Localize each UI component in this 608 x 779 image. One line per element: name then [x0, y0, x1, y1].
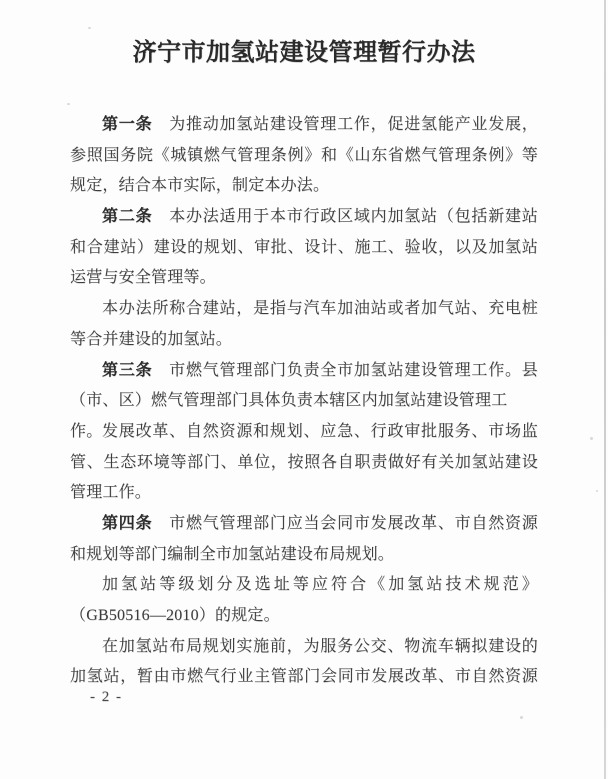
text-line: 参照国务院《城镇燃气管理条例》和《山东省燃气管理条例》等 [70, 146, 538, 164]
text-line: 第一条 为推动加氢站建设管理工作，促进氢能产业发展， [102, 116, 538, 133]
text-line: （市、区）燃气管理部门具体负责本辖区内加氢站建设管理工作。 [70, 392, 508, 440]
text-line: 第四条 市燃气管理部门应当会同市发展改革、市自然资源 [102, 514, 538, 532]
text-line: 和合建站）建设的规划、审批、设计、施工、验收，以及加氢站 [70, 238, 538, 256]
scan-noise-speck [88, 27, 91, 29]
text-line: 加氢站，暂由市燃气行业主管部门会同市发展改革、市自然资源 [70, 668, 538, 686]
text-line: 等合并建设的加氢站。 [70, 330, 233, 348]
text-line: 管理工作。 [70, 484, 152, 502]
text-line: 在加氢站布局规划实施前，为服务公交、物流车辆拟建设的 [102, 637, 538, 655]
text-line: 运营与安全管理等。 [70, 269, 216, 287]
text-line: 本办法所称合建站，是指与汽车加油站或者加气站、充电桩 [102, 300, 538, 318]
document-body [70, 110, 538, 693]
scan-edge-artifact [604, 0, 606, 779]
scan-noise-speck [520, 716, 523, 719]
text-line: 加氢站等级划分及选址等应符合《加氢站技术规范》 [102, 576, 538, 594]
article-number: 第二条 [102, 208, 153, 226]
scan-noise-speck [67, 103, 70, 105]
scan-noise-speck [590, 437, 593, 440]
scan-noise-speck [596, 490, 598, 492]
page-title: 济宁市加氢站建设管理暂行办法 [132, 40, 476, 66]
text-line: 第二条 本办法适用于本市行政区域内加氢站（包括新建站 [102, 208, 538, 226]
text-line: 管、生态环境等部门、单位，按照各自职责做好有关加氢站建设 [70, 453, 538, 471]
article-number: 第三条 [102, 361, 153, 379]
text-line: （GB50516—2010）的规定。 [70, 607, 280, 624]
text-line: 和规划等部门编制全市加氢站建设布局规划。 [70, 545, 395, 563]
text-line: 规定，结合本市实际，制定本办法。 [70, 177, 330, 195]
page-number: - 2 - [90, 689, 123, 705]
text-line: 第三条 市燃气管理部门负责全市加氢站建设管理工作。县 [102, 361, 538, 379]
article-number: 第四条 [102, 514, 153, 532]
text-line: 发展改革、自然资源和规划、应急、行政审批服务、市场监 [102, 422, 538, 440]
article-number: 第一条 [102, 116, 153, 133]
